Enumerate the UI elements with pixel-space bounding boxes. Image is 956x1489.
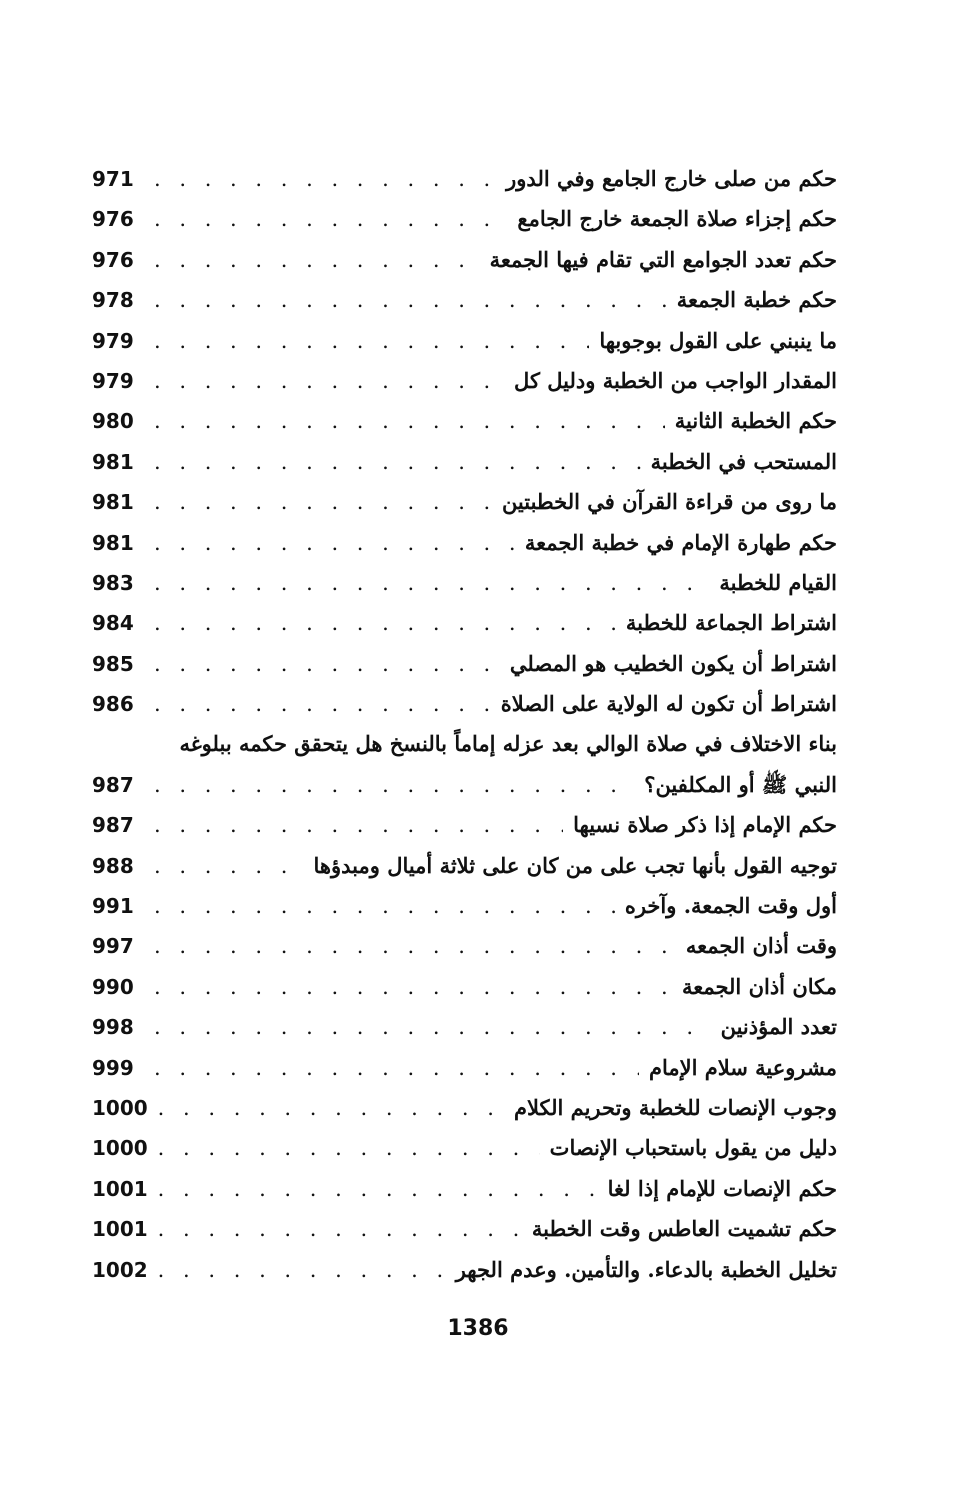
toc-entry-title: اشتراط الجماعة للخطبة (625, 610, 837, 636)
leader-dots (154, 571, 709, 595)
toc-entry-title: حكم الخطبة الثانية (674, 408, 837, 434)
toc-entry-page: 998 (92, 1015, 134, 1040)
toc-entry-title: مشروعية سلام الإمام (648, 1054, 837, 1080)
toc-entry-page: 1000 (92, 1095, 148, 1120)
toc-entry-title: وجوب الإنصات للخطبة وتحريم الكلام (513, 1094, 837, 1120)
toc-entry-page: 976 (92, 207, 134, 232)
toc-entry-page: 990 (92, 974, 134, 999)
leader-dots (158, 1096, 504, 1120)
toc-entry-title: حكم تشميت العاطس وقت الخطبة (531, 1216, 837, 1242)
toc-entry-page: 986 (92, 692, 134, 717)
toc-entry (92, 287, 837, 327)
toc-entry-title-line1: بناء الاختلاف في صلاة الوالي بعد عزله إماماً بالنسخ هل يتحقق حكمه ببلوغه (179, 731, 837, 757)
toc-entry (92, 530, 837, 570)
toc-entry-page: 1000 (92, 1136, 148, 1161)
toc-entry (92, 893, 837, 933)
toc-entry-page: 979 (92, 368, 134, 393)
leader-dots (154, 288, 667, 312)
toc-entry-page: 1002 (92, 1257, 148, 1282)
toc-entry-title: مكان أذان الجمعة (681, 973, 837, 999)
toc-entry (92, 1135, 837, 1175)
toc-entry-title: حكم الإمام إذا ذكر صلاة نسيها (573, 812, 837, 838)
leader-dots (154, 1056, 639, 1080)
toc-entry-title: حكم خطبة الجمعة (676, 287, 837, 313)
toc-entry-page: 984 (92, 611, 134, 636)
page-number: 1386 (447, 1316, 509, 1341)
toc-entry-title: حكم تعدد الجوامع التي تقام فيها الجمعة (489, 246, 837, 272)
toc-entry-page: 976 (92, 247, 134, 272)
toc-entry (92, 691, 837, 731)
leader-dots (154, 248, 480, 272)
leader-dots (154, 854, 304, 878)
leader-dots (154, 692, 491, 716)
toc-entries-group (92, 812, 837, 1297)
toc-entry-title: وقت أذان الجمعه (685, 933, 837, 959)
toc-entry-title: تخليل الخطبة بالدعاء. والتأمين. وعدم الجهر (455, 1256, 837, 1282)
leader-dots (154, 813, 563, 837)
toc-entry-page: 980 (92, 409, 134, 434)
toc-entry (92, 1055, 837, 1095)
toc-entry-title: القيام للخطبة (719, 569, 837, 595)
toc-entry-title: المقدار الواجب من الخطبة ودليل كل (514, 367, 837, 393)
toc-entry (92, 651, 837, 691)
toc-entry-page: 999 (92, 1055, 134, 1080)
toc-entry-page: 988 (92, 853, 134, 878)
toc-entry-title: المستحب في الخطبة (650, 448, 837, 474)
toc-entry-title: ما روى من قراءة القرآن في الخطبتين (501, 489, 837, 515)
toc-entry (92, 1257, 837, 1297)
toc-entry-page: 981 (92, 530, 134, 555)
table-of-contents (92, 166, 837, 1297)
toc-entry-page: 983 (92, 570, 134, 595)
toc-entry-page: 987 (92, 772, 134, 797)
leader-dots (154, 934, 676, 958)
toc-entry (92, 1216, 837, 1256)
leader-dots (154, 975, 672, 999)
toc-entry-page: 978 (92, 288, 134, 313)
toc-entry (92, 449, 837, 489)
leader-dots (158, 1136, 540, 1160)
toc-entry-page: 1001 (92, 1176, 148, 1201)
toc-entry-page: 997 (92, 934, 134, 959)
toc-entry-title: حكم طهارة الإمام في خطبة الجمعة (524, 529, 837, 555)
leader-dots (154, 490, 492, 514)
toc-entry-page: 1001 (92, 1217, 148, 1242)
leader-dots (154, 450, 641, 474)
toc-entry-title-line2: النبي ﷺ أو المكلفين؟ (644, 771, 837, 797)
toc-entry (92, 812, 837, 852)
toc-entry-title: حكم الإنصات للإمام إذا لغا (607, 1175, 837, 1201)
toc-entry-title: اشتراط أن تكون له الولاية على الصلاة (500, 691, 837, 717)
toc-entry (92, 1095, 837, 1135)
leader-dots (154, 1015, 711, 1039)
leader-dots (154, 894, 615, 918)
leader-dots (158, 1217, 522, 1241)
toc-entry-title: ما ينبني على القول بوجوبها (599, 327, 837, 353)
toc-entry-title: تعدد المؤذنين (720, 1014, 837, 1040)
toc-entry-page: 979 (92, 328, 134, 353)
toc-entry-title: توجيه القول بأنها تجب على من كان على ثلاثة أميال ومبدؤها (313, 852, 837, 878)
toc-entry (92, 408, 837, 448)
toc-entry (92, 368, 837, 408)
leader-dots (154, 652, 500, 676)
toc-entry (92, 570, 837, 610)
toc-entry (92, 974, 837, 1014)
toc-entry-page: 971 (92, 167, 134, 191)
toc-entry-page: 985 (92, 651, 134, 676)
leader-dots (154, 409, 665, 433)
toc-entry (92, 328, 837, 368)
leader-dots (154, 611, 616, 635)
toc-entry (92, 489, 837, 529)
leader-dots (154, 207, 507, 231)
toc-entry-page: 981 (92, 449, 134, 474)
toc-entry-page: 987 (92, 813, 134, 838)
toc-entry-multiline (92, 731, 837, 812)
leader-dots (158, 1258, 446, 1282)
toc-entry-page: 991 (92, 894, 134, 919)
leader-dots (154, 167, 496, 191)
toc-entry-title: دليل من يقول باستحباب الإنصات (549, 1135, 837, 1161)
toc-entry-title: حكم إجزاء صلاة الجمعة خارج الجامع (517, 206, 837, 232)
toc-entry-title: أول وقت الجمعة. وآخره (624, 893, 837, 919)
toc-entries-group (92, 166, 837, 731)
toc-entry (92, 933, 837, 973)
toc-entry (92, 1014, 837, 1054)
toc-entry (92, 610, 837, 650)
toc-entry-page: 981 (92, 490, 134, 515)
toc-entry (92, 247, 837, 287)
leader-dots (154, 773, 634, 797)
toc-entry-title: حكم من صلى خارج الجامع وفي الدور (506, 166, 837, 191)
toc-entry (92, 166, 837, 206)
toc-entry-title: اشتراط أن يكون الخطيب هو المصلي (509, 650, 837, 676)
leader-dots (154, 329, 589, 353)
leader-dots (154, 369, 504, 393)
leader-dots (158, 1177, 598, 1201)
leader-dots (154, 531, 515, 555)
toc-entry (92, 853, 837, 893)
toc-entry (92, 1176, 837, 1216)
toc-entry (92, 206, 837, 246)
